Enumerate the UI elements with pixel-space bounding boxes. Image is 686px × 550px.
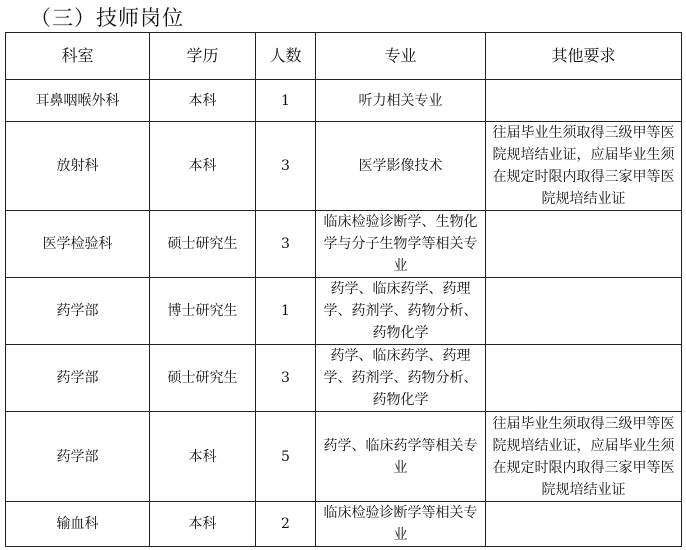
cell-major: 临床检验诊断学等相关专业 — [316, 502, 486, 547]
cell-major: 临床检验诊断学、生物化学与分子生物学等相关专业 — [316, 211, 486, 278]
technician-positions-table — [5, 32, 682, 547]
cell-department: 药学部 — [6, 345, 150, 412]
table-row — [6, 122, 682, 211]
cell-department: 放射科 — [6, 122, 150, 211]
col-header-other-requirements: 其他要求 — [486, 33, 682, 80]
cell-count: 1 — [256, 80, 316, 122]
table-row — [6, 345, 682, 412]
cell-major: 药学、临床药学等相关专业 — [316, 412, 486, 502]
cell-other-requirements — [486, 345, 682, 412]
header-row — [6, 33, 682, 80]
col-header-major: 专业 — [316, 33, 486, 80]
table-row — [6, 80, 682, 122]
cell-count: 3 — [256, 345, 316, 412]
cell-major: 医学影像技术 — [316, 122, 486, 211]
cell-other-requirements — [486, 211, 682, 278]
cell-department: 耳鼻咽喉外科 — [6, 80, 150, 122]
cell-major: 药学、临床药学、药理学、药剂学、药物分析、药物化学 — [316, 278, 486, 345]
col-header-department: 科室 — [6, 33, 150, 80]
cell-other-requirements: 往届毕业生须取得三级甲等医院规培结业证，应届毕业生须在规定时限内取得三家甲等医院规培结业证 — [486, 122, 682, 211]
cell-department: 药学部 — [6, 278, 150, 345]
cell-major: 药学、临床药学、药理学、药剂学、药物分析、药物化学 — [316, 345, 486, 412]
cell-other-requirements — [486, 278, 682, 345]
cell-education: 博士研究生 — [150, 278, 256, 345]
cell-education: 本科 — [150, 412, 256, 502]
cell-education: 硕士研究生 — [150, 345, 256, 412]
cell-count: 1 — [256, 278, 316, 345]
cell-education: 本科 — [150, 122, 256, 211]
cell-major: 听力相关专业 — [316, 80, 486, 122]
table-row — [6, 412, 682, 502]
cell-other-requirements — [486, 80, 682, 122]
cell-count: 5 — [256, 412, 316, 502]
col-header-education: 学历 — [150, 33, 256, 80]
table-row — [6, 278, 682, 345]
cell-department: 药学部 — [6, 412, 150, 502]
cell-education: 本科 — [150, 80, 256, 122]
cell-education: 本科 — [150, 502, 256, 547]
cell-count: 3 — [256, 211, 316, 278]
cell-other-requirements: 往届毕业生须取得三级甲等医院规培结业证，应届毕业生须在规定时限内取得三家甲等医院规培结业证 — [486, 412, 682, 502]
cell-department: 输血科 — [6, 502, 150, 547]
section-heading: （三）技师岗位 — [30, 6, 184, 30]
cell-count: 3 — [256, 122, 316, 211]
cell-count: 2 — [256, 502, 316, 547]
table-row — [6, 211, 682, 278]
table-row — [6, 502, 682, 547]
cell-department: 医学检验科 — [6, 211, 150, 278]
cell-other-requirements — [486, 502, 682, 547]
cell-education: 硕士研究生 — [150, 211, 256, 278]
col-header-count: 人数 — [256, 33, 316, 80]
